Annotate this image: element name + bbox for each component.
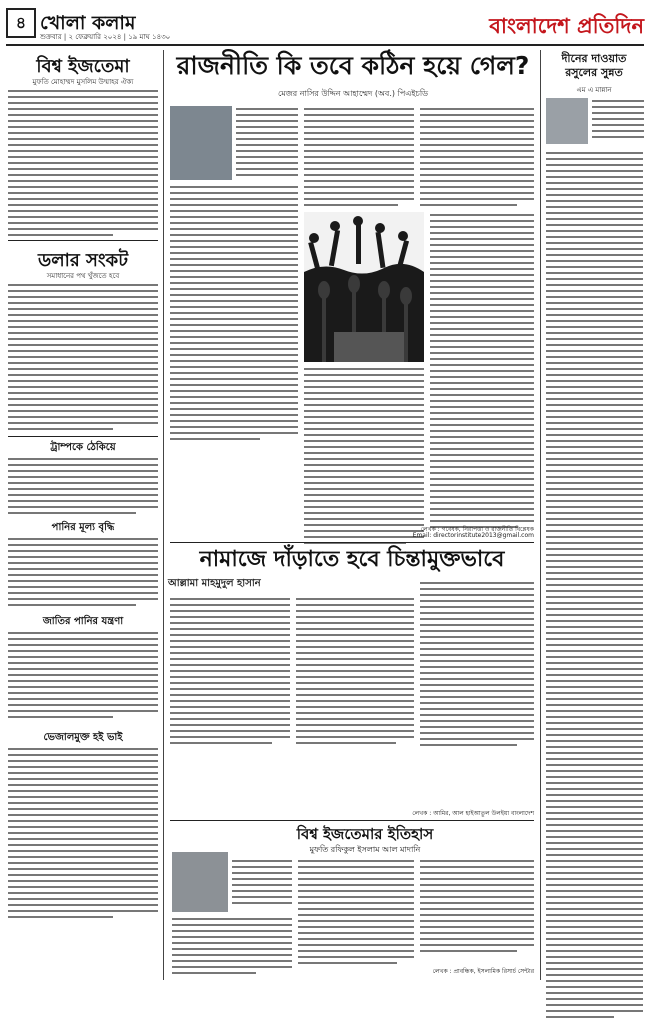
main-byline: মেজর নাসির উদ্দিন আহাম্মেদ (অব.) পিএইচডি — [277, 89, 429, 98]
main-body-col3b — [430, 212, 534, 530]
prayer-bottom-rule — [170, 820, 534, 821]
main-body-col3 — [420, 106, 534, 208]
main-headline: রাজনীতি কি তবে কঠিন হয়ে গেল? — [176, 51, 530, 80]
protest-illustration — [304, 212, 424, 362]
left-mini-body-3 — [8, 630, 158, 720]
ijtema-footer-note: লেখক : প্রাবন্ধিক, ইসলামিক রিসার্চ সেন্টার — [432, 968, 534, 975]
paper-name: বাংলাদেশ প্রতিদিন — [489, 13, 644, 38]
left-mini-head-2: পানির মূল্য বৃদ্ধি — [51, 522, 115, 533]
main-body-col1 — [236, 106, 298, 178]
right-column-body — [546, 150, 643, 1020]
main-email: Email: directorinstitute2013@gmail.com — [412, 532, 534, 539]
author-photo-right — [546, 98, 588, 144]
right-column-divider — [540, 50, 541, 980]
main-body-col2b — [304, 366, 424, 546]
left-article1-title: বিশ্ব ইজতেমা — [36, 56, 130, 77]
ijtema-byline: মুফতি রফিকুল ইসলাম আল মাদানি — [309, 845, 421, 854]
dateline: শুক্রবার | ২ ফেব্রুয়ারি ২০২৪ | ১৯ মাঘ ১৪৩০ — [40, 33, 171, 41]
ijtema-body-col1b — [172, 916, 292, 976]
ijtema-body-col1 — [232, 858, 292, 906]
left-article2-body — [8, 282, 158, 432]
left-column-divider — [163, 50, 164, 980]
prayer-body-col2 — [296, 596, 414, 746]
section-name: খোলা কলাম — [40, 12, 136, 34]
left-mini-head-3: জাতির পানির যন্ত্রণা — [42, 616, 124, 627]
main-footer-note: লেখক : গবেষক, নিরাপত্তা ও রাজনীতি বিশ্লেষক — [420, 526, 534, 533]
left-article1-byline: মুফতি মোহাম্মদ মুসলিম উম্মাহর ঐক্য — [32, 78, 134, 86]
prayer-body-col1 — [170, 596, 290, 746]
left-mini-body-2 — [8, 536, 158, 608]
author-photo-ijtema — [172, 852, 228, 912]
left-article2-title: ডলার সংকট — [37, 250, 129, 271]
left-mini-body-1 — [8, 456, 158, 516]
page-number: ৪ — [6, 8, 36, 38]
author-photo-main — [170, 106, 232, 180]
left-divider-1 — [8, 240, 158, 241]
main-body-col1b — [170, 184, 298, 442]
left-divider-2 — [8, 436, 158, 437]
left-article1-body — [8, 88, 158, 238]
right-column-author: এম এ মান্নান — [576, 86, 612, 94]
left-article2-subtitle: সমাধানের পথ খুঁজতে হবে — [46, 272, 120, 280]
right-column-title: দীনের দাওয়াত রসুলের সুন্নত — [561, 52, 627, 79]
main-bottom-rule — [170, 542, 534, 543]
masthead-rule — [6, 44, 644, 46]
prayer-headline: নামাজে দাঁড়াতে হবে চিন্তামুক্তভাবে — [199, 547, 505, 572]
left-mini-head-4: ভেজালমুক্ত হই ভাই — [43, 732, 123, 743]
main-body-col2 — [304, 106, 414, 208]
right-column-body-top — [592, 98, 644, 140]
prayer-footer-note: লেখক : আমির, আল হাইআতুল উলইয়া বাংলাদেশ — [412, 810, 534, 817]
left-mini-head-1: ট্রাম্পকে ঠেকিয়ে — [50, 442, 116, 453]
ijtema-body-col2 — [298, 858, 414, 966]
ijtema-body-col3 — [420, 858, 534, 954]
prayer-body-col3 — [420, 580, 534, 748]
ijtema-headline: বিশ্ব ইজতেমার ইতিহাস — [296, 825, 434, 843]
left-mini-body-4 — [8, 746, 158, 920]
prayer-byline: আল্লামা মাহমুদুল হাসান — [168, 578, 261, 589]
